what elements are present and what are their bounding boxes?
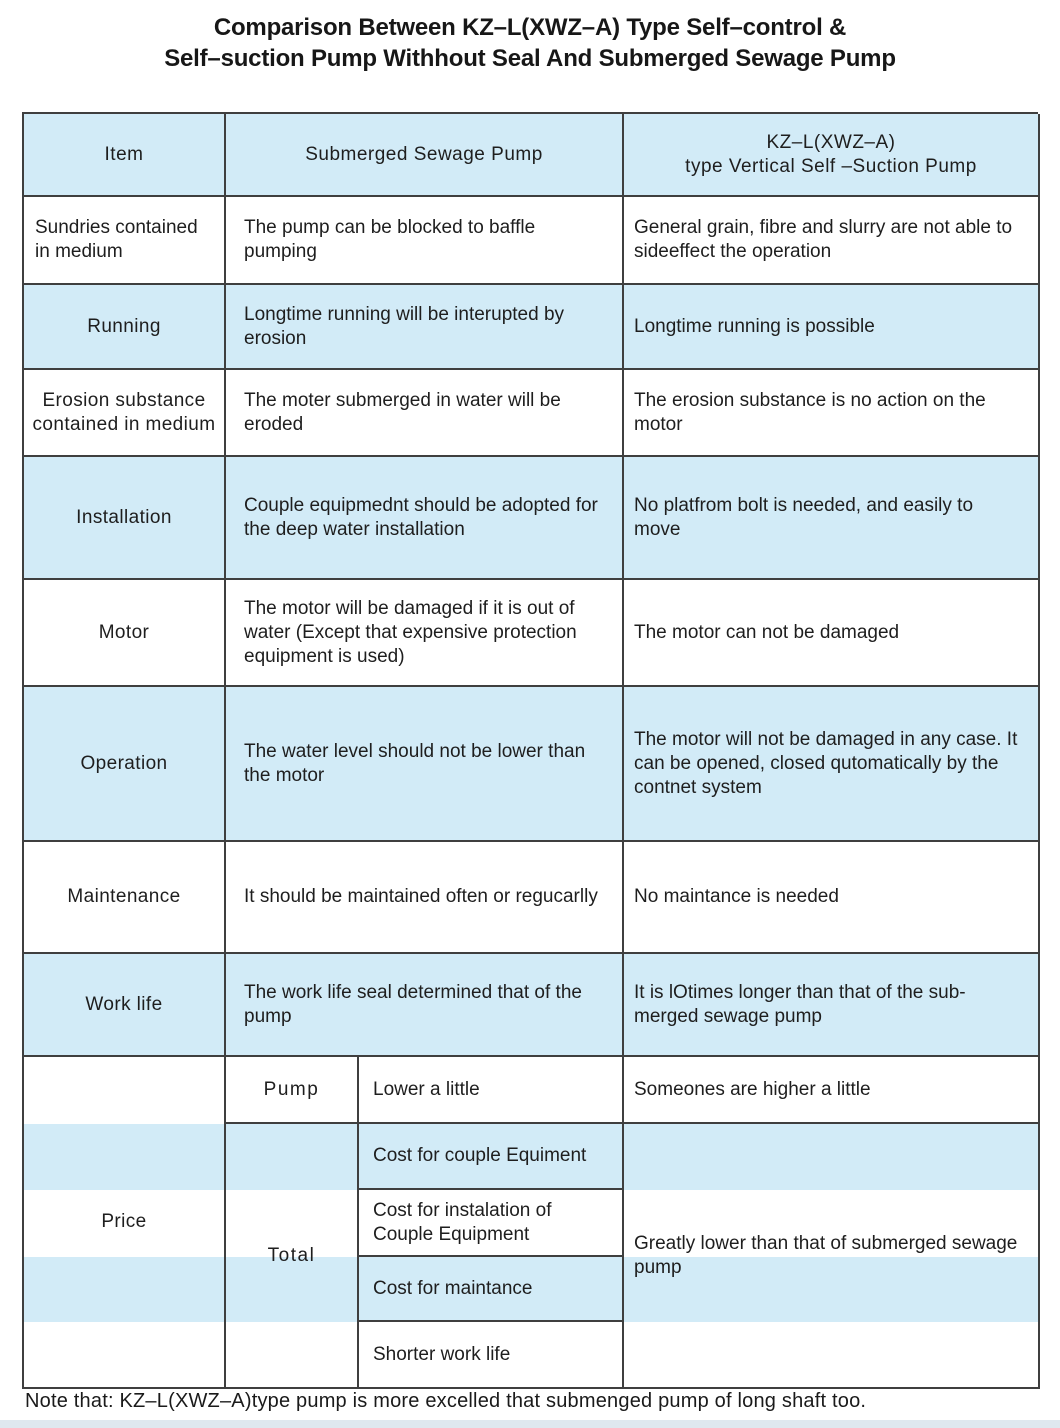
price-total-label: Total [226, 1124, 359, 1389]
price-item-maintenance-cost: Cost for maintance [359, 1257, 624, 1322]
submerged-work-life: The work life seal determined that of the pump [226, 954, 624, 1057]
footnote: Note that: KZ–L(XWZ–A)type pump is more excelled that submenged pump of long shaft too. [25, 1390, 867, 1412]
label-sundries: Sundries contained in medium [24, 197, 226, 285]
submerged-erosion: The moter submerged in water will be eroded [226, 370, 624, 457]
bottom-strip [0, 1420, 1060, 1428]
label-erosion: Erosion substance contained in medium [24, 370, 226, 457]
price-item-installation-cost: Cost for instalation of Couple Equipment [359, 1190, 624, 1257]
submerged-installation: Couple equipmednt should be adopted for the deep water installation [226, 457, 624, 580]
label-price: Price [24, 1057, 226, 1389]
label-operation: Operation [24, 687, 226, 842]
kzl-installation: No platfrom bolt is needed, and easily to move [624, 457, 1040, 580]
label-installation: Installation [24, 457, 226, 580]
submerged-maintenance: It should be maintained often or regucarlly [226, 842, 624, 954]
label-motor: Motor [24, 580, 226, 687]
kzl-erosion: The erosion substance is no action on the motor [624, 370, 1040, 457]
kzl-motor: The motor can not be damaged [624, 580, 1040, 687]
kzl-work-life: It is lOtimes longer than that of the sub-merged sewage pump [624, 954, 1040, 1057]
submerged-motor: The motor will be damaged if it is out of water (Except that expensive protection equipment is used) [226, 580, 624, 687]
header-kzl-pump [624, 114, 1040, 197]
kzl-operation: The motor will not be damaged in any case. It can be opened, closed qutomatically by the contnet system [624, 687, 1040, 842]
kzl-maintenance: No maintance is needed [624, 842, 1040, 954]
header-item: Item [24, 114, 226, 197]
price-pump-kzl: Someones are higher a little [624, 1057, 1040, 1124]
label-work-life: Work life [24, 954, 226, 1057]
page-title-line2: Self–suction Pump Withhout Seal And Submerged Sewage Pump [164, 45, 896, 72]
label-running: Running [24, 285, 226, 370]
submerged-operation: The water level should not be lower than the motor [226, 687, 624, 842]
price-pump-submerged: Lower a little [359, 1057, 624, 1124]
submerged-running: Longtime running will be interupted by erosion [226, 285, 624, 370]
label-maintenance: Maintenance [24, 842, 226, 954]
kzl-running: Longtime running is possible [624, 285, 1040, 370]
header-submerged-pump: Submerged Sewage Pump [226, 114, 624, 197]
page-title-line1: Comparison Between KZ–L(XWZ–A) Type Self–control & [213, 14, 847, 41]
price-pump-label: Pump [226, 1057, 359, 1124]
price-item-shorter-work-life: Shorter work life [359, 1322, 624, 1389]
header-kzl-line1: KZ–L(XWZ–A) [766, 131, 896, 153]
page-title [0, 0, 1060, 74]
comparison-table [22, 112, 1038, 1389]
kzl-sundries: General grain, fibre and slurry are not able to sideeffect the operation [624, 197, 1040, 285]
submerged-sundries: The pump can be blocked to baffle pumping [226, 197, 624, 285]
header-kzl-line2: type Vertical Self –Suction Pump [685, 155, 977, 177]
header-kzl-pump-text [685, 131, 977, 179]
price-total-kzl: Greatly lower than that of submerged sewage pump [624, 1124, 1040, 1389]
price-item-couple-equipment: Cost for couple Equiment [359, 1124, 624, 1190]
